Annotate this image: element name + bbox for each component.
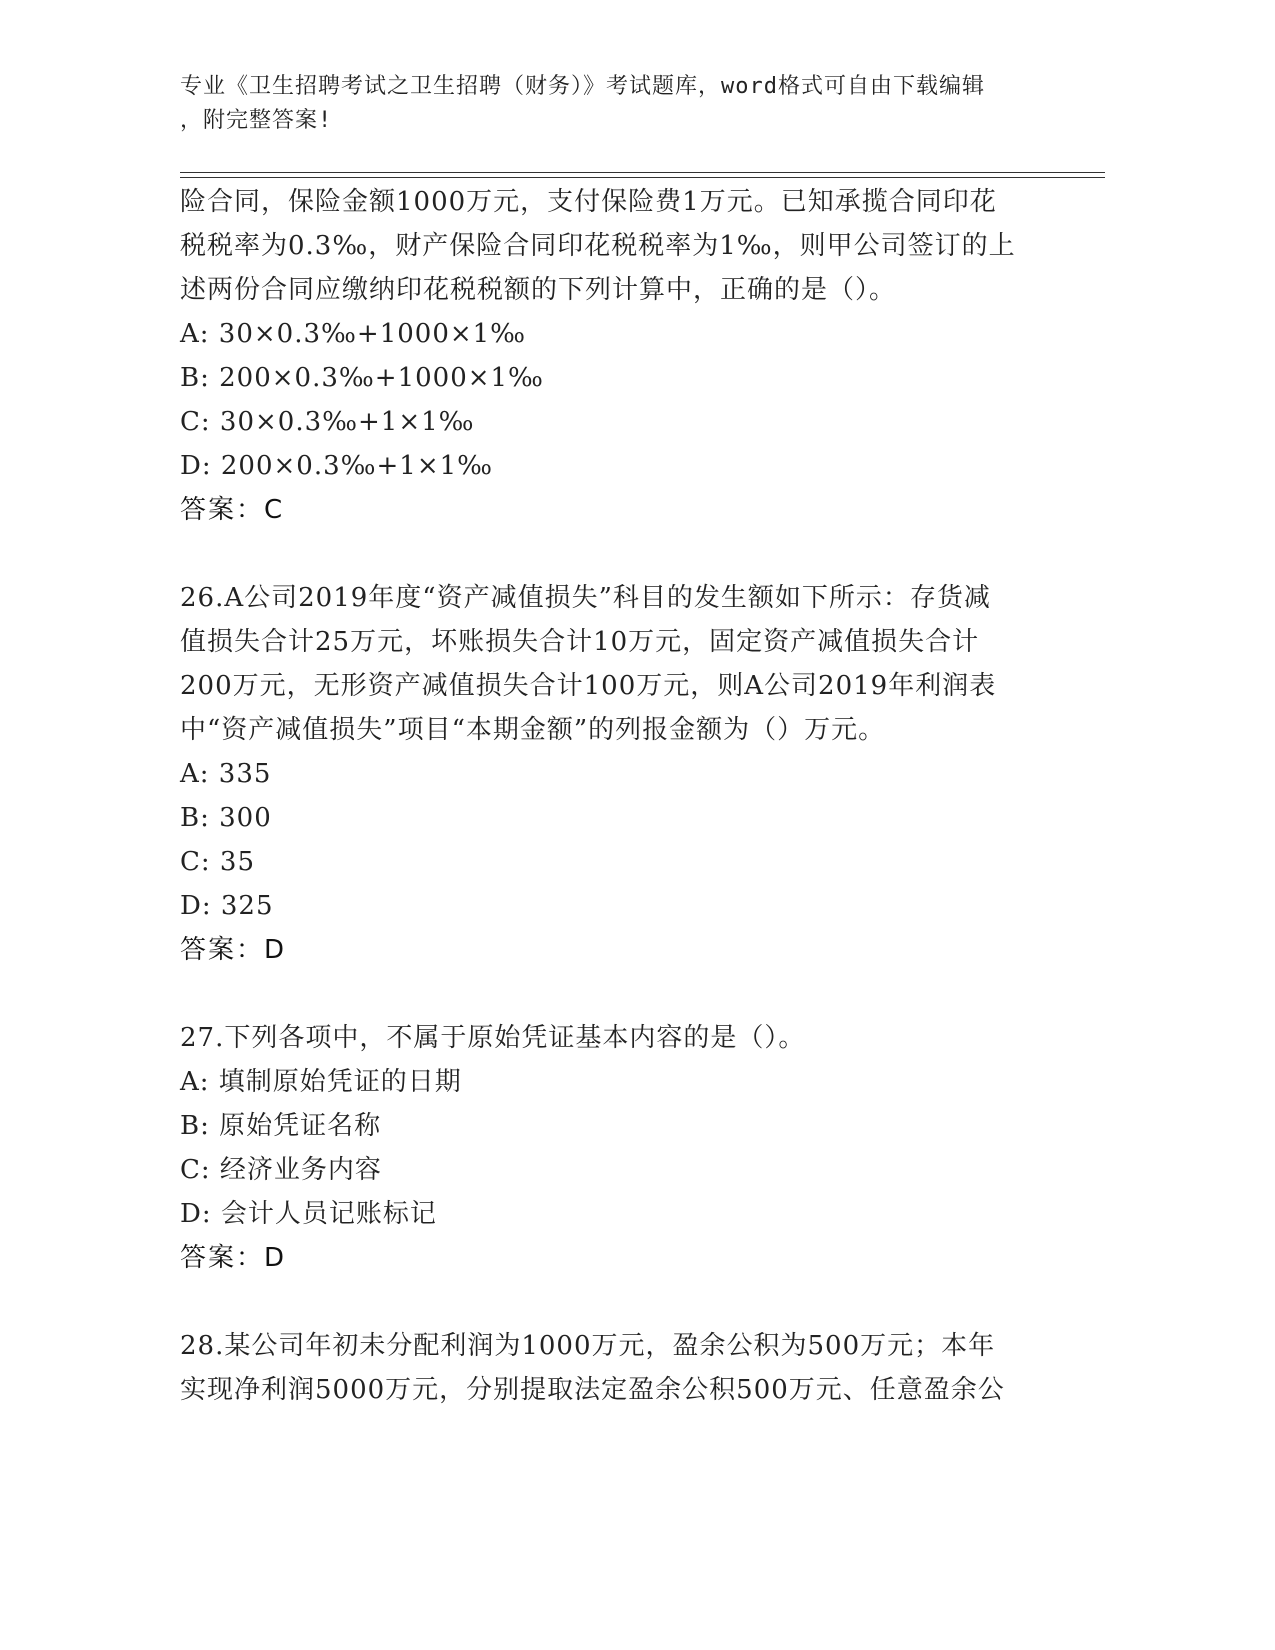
spacer [180, 1280, 1080, 1324]
header-rule-bottom [180, 177, 1105, 178]
question-text-line: 险合同，保险金额1000万元，支付保险费1万元。已知承揽合同印花 [180, 187, 997, 217]
document-header [180, 70, 1050, 138]
spacer [180, 972, 1080, 1016]
question-text-line: 26.A公司2019年度“资产减值损失”科目的发生额如下所示：存货减 [180, 583, 991, 613]
answer: 答案：D [180, 1243, 287, 1273]
option-d: D: 200×0.3‰+1×1‰ [180, 451, 494, 481]
answer: 答案：C [180, 495, 285, 525]
option-a: A: 335 [180, 759, 272, 789]
option-a: A: 填制原始凭证的日期 [180, 1067, 462, 1097]
option-b: B: 300 [180, 803, 272, 833]
spacer [180, 532, 1080, 576]
question-text-line: 27.下列各项中，不属于原始凭证基本内容的是（）。 [180, 1023, 806, 1053]
option-d: D: 325 [180, 891, 274, 921]
question-text-line: 述两份合同应缴纳印花税税额的下列计算中，正确的是（）。 [180, 275, 897, 305]
question-text-line: 200万元，无形资产减值损失合计100万元，则A公司2019年利润表 [180, 671, 997, 701]
header-line-2: ，附完整答案! [180, 108, 333, 133]
option-c: C: 30×0.3‰+1×1‰ [180, 407, 475, 437]
option-c: C: 35 [180, 847, 256, 877]
question-28 [180, 1324, 1080, 1412]
question-27 [180, 1016, 1080, 1280]
question-text-line: 28.某公司年初未分配利润为1000万元，盈余公积为500万元；本年 [180, 1331, 996, 1361]
option-a: A: 30×0.3‰+1000×1‰ [180, 319, 527, 349]
option-d: D: 会计人员记账标记 [180, 1199, 437, 1229]
header-line-1: 专业《卫生招聘考试之卫生招聘（财务）》考试题库，word格式可自由下载编辑 [180, 74, 985, 99]
question-text-line: 值损失合计25万元，坏账损失合计10万元，固定资产减值损失合计 [180, 627, 980, 657]
question-25 [180, 180, 1080, 532]
option-c: C: 经济业务内容 [180, 1155, 382, 1185]
question-text-line: 实现净利润5000万元，分别提取法定盈余公积500万元、任意盈余公 [180, 1375, 1005, 1405]
question-text-line: 税税率为0.3‰，财产保险合同印花税税率为1‰，则甲公司签订的上 [180, 231, 1016, 261]
header-rule-top [180, 172, 1105, 173]
option-b: B: 200×0.3‰+1000×1‰ [180, 363, 544, 393]
answer: 答案：D [180, 935, 287, 965]
question-26 [180, 576, 1080, 972]
question-text-line: 中“资产减值损失”项目“本期金额”的列报金额为（）万元。 [180, 715, 886, 745]
option-b: B: 原始凭证名称 [180, 1111, 382, 1141]
document-body [180, 180, 1080, 1412]
